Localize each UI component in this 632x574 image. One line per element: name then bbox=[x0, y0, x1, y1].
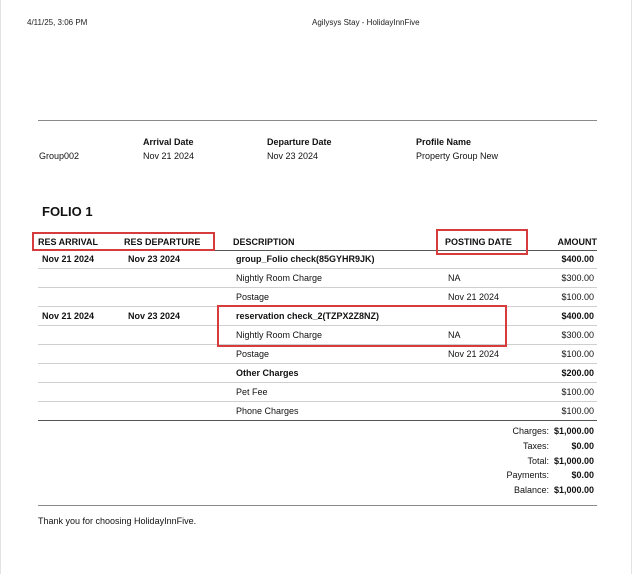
row-arrival: Nov 21 2024 bbox=[42, 311, 95, 321]
totals-divider bbox=[38, 420, 597, 421]
thank-you-message: Thank you for choosing HolidayInnFive. bbox=[38, 516, 197, 526]
col-header-amount: AMOUNT bbox=[557, 237, 597, 247]
row-amount: $400.00 bbox=[561, 254, 594, 264]
row-amount: $200.00 bbox=[561, 368, 594, 378]
row-departure: Nov 23 2024 bbox=[128, 311, 181, 321]
col-header-res-departure: RES DEPARTURE bbox=[124, 237, 201, 247]
row-divider bbox=[38, 287, 597, 288]
row-description: Pet Fee bbox=[236, 387, 268, 397]
page-left-edge bbox=[0, 0, 1, 574]
col-header-posting-date: POSTING DATE bbox=[445, 237, 512, 247]
footer-divider bbox=[38, 505, 597, 506]
print-title: Agilysys Stay - HolidayInnFive bbox=[312, 18, 420, 27]
row-departure: Nov 23 2024 bbox=[128, 254, 181, 264]
row-arrival: Nov 21 2024 bbox=[42, 254, 95, 264]
folio-title: FOLIO 1 bbox=[42, 204, 93, 219]
row-description: Nightly Room Charge bbox=[236, 330, 323, 340]
profile-name-value: Property Group New bbox=[416, 151, 499, 161]
departure-date-label: Departure Date bbox=[267, 137, 332, 147]
taxes-label: Taxes: bbox=[522, 441, 549, 451]
row-description: group_Folio check(85GYHR9JK) bbox=[236, 254, 375, 264]
row-posting-date: Nov 21 2024 bbox=[448, 292, 500, 302]
group-name: Group002 bbox=[39, 151, 80, 161]
print-datetime: 4/11/25, 3:06 PM bbox=[27, 18, 88, 27]
row-description: Postage bbox=[236, 292, 270, 302]
row-divider bbox=[38, 363, 597, 364]
payments-label: Payments: bbox=[506, 470, 549, 480]
row-posting-date: NA bbox=[448, 330, 461, 340]
row-description: reservation check_2(TZPX2Z8NZ) bbox=[236, 311, 380, 321]
highlight-posting-date-header bbox=[436, 229, 528, 255]
row-amount: $100.00 bbox=[561, 387, 594, 397]
row-amount: $300.00 bbox=[561, 273, 594, 283]
departure-date-value: Nov 23 2024 bbox=[267, 151, 319, 161]
col-header-res-arrival: RES ARRIVAL bbox=[38, 237, 99, 247]
row-divider bbox=[38, 382, 597, 383]
row-description: Other Charges bbox=[236, 368, 299, 378]
balance-value: $1,000.00 bbox=[553, 485, 594, 495]
row-description: Phone Charges bbox=[236, 406, 299, 416]
row-posting-date: Nov 21 2024 bbox=[448, 349, 500, 359]
arrival-date-label: Arrival Date bbox=[143, 137, 194, 147]
row-amount: $300.00 bbox=[561, 330, 594, 340]
profile-name-label: Profile Name bbox=[416, 137, 472, 147]
balance-label: Balance: bbox=[513, 485, 549, 495]
highlight-reservation-check-block bbox=[217, 305, 507, 347]
charges-label: Charges: bbox=[512, 426, 549, 436]
row-amount: $100.00 bbox=[561, 292, 594, 302]
row-amount: $100.00 bbox=[561, 406, 594, 416]
highlight-res-dates-header bbox=[32, 232, 215, 251]
taxes-value: $0.00 bbox=[571, 441, 594, 451]
row-posting-date: NA bbox=[448, 273, 461, 283]
arrival-date-value: Nov 21 2024 bbox=[143, 151, 195, 161]
payments-value: $0.00 bbox=[571, 470, 594, 480]
row-description: Postage bbox=[236, 349, 270, 359]
total-value: $1,000.00 bbox=[553, 456, 594, 466]
row-amount: $100.00 bbox=[561, 349, 594, 359]
row-divider bbox=[38, 268, 597, 269]
top-divider bbox=[38, 120, 597, 121]
row-description: Nightly Room Charge bbox=[236, 273, 323, 283]
total-label: Total: bbox=[527, 456, 549, 466]
row-divider bbox=[38, 401, 597, 402]
row-amount: $400.00 bbox=[561, 311, 594, 321]
charges-value: $1,000.00 bbox=[553, 426, 594, 436]
col-header-description: DESCRIPTION bbox=[233, 237, 295, 247]
